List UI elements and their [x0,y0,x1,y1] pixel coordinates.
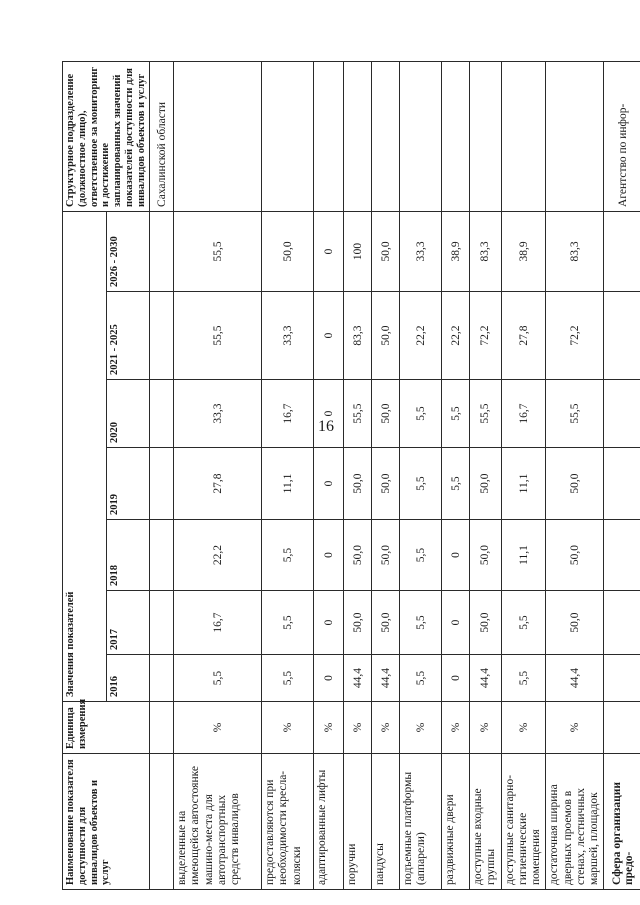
responsible-cell [314,61,344,211]
table-row [372,61,400,889]
value-cell: 22,2 [174,520,262,591]
value-cell: 0 [314,591,344,655]
responsible-cell [546,61,604,211]
value-cell: 0 [314,292,344,380]
unit-cell: % [442,702,470,754]
value-cell: 5,5 [400,655,442,702]
value-cell: 5,5 [400,520,442,591]
value-cell: 38,9 [442,211,470,291]
value-cell: 83,3 [470,211,501,291]
value-cell: 50,0 [372,520,400,591]
value-cell: 72,2 [546,292,604,380]
value-cell: 22,2 [442,292,470,380]
value-cell: 0 [314,380,344,448]
indicator-name: доступные санитарно-гигиенические помещения [501,754,546,890]
table-row [174,61,262,889]
responsible-cell [174,61,262,211]
value-cell: 5,5 [262,520,314,591]
value-cell: 16,7 [262,380,314,448]
value-cell: 50,0 [546,520,604,591]
value-cell: 0 [314,211,344,291]
year-header: 2019 [106,448,150,520]
value-cell: 5,5 [442,448,470,520]
value-cell: 5,5 [262,591,314,655]
header-unit: Единица измерения [63,702,150,754]
year-header: 2026 - 2030 [106,211,150,291]
value-cell: 72,2 [470,292,501,380]
value-cell: 5,5 [501,655,546,702]
value-cell: 50,0 [546,591,604,655]
value-cell: 5,5 [262,655,314,702]
region-label: Сахалинской области [150,61,174,211]
value-cell: 83,3 [546,211,604,291]
responsible-cell [400,61,442,211]
unit-cell: % [344,702,372,754]
value-cell: 5,5 [174,655,262,702]
indicator-name: раздвижные двери [442,754,470,890]
section-name: Сфера организации предо- [604,754,640,890]
value-cell: 50,0 [470,448,501,520]
header-responsible: Структурное подразделение (должностное лицо), ответственное за мониторинг и достижение запланированных значений показателей доступности для инвалидов объектов и услуг [63,61,150,211]
value-cell: 0 [314,448,344,520]
unit-cell: % [501,702,546,754]
value-cell: 5,5 [400,591,442,655]
indicator-name: достаточная ширина дверных проемов в стенах, лестничных маршей, площадок [546,754,604,890]
value-cell: 100 [344,211,372,291]
year-header: 2017 [106,591,150,655]
value-cell: 0 [442,655,470,702]
year-header: 2021 - 2025 [106,292,150,380]
value-cell: 55,5 [546,380,604,448]
value-cell: 0 [314,655,344,702]
value-cell: 44,4 [546,655,604,702]
value-cell: 33,3 [174,380,262,448]
table-row [546,61,604,889]
region-row [150,61,174,889]
table-row [442,61,470,889]
rotated-table-container [62,62,635,890]
indicator-name: адаптированные лифты [314,754,344,890]
unit-cell: % [400,702,442,754]
value-cell: 5,5 [400,448,442,520]
accessibility-indicators-table [62,61,640,890]
value-cell: 50,0 [344,520,372,591]
responsible-cell [501,61,546,211]
value-cell: 50,0 [470,520,501,591]
value-cell: 16,7 [501,380,546,448]
value-cell: 50,0 [262,211,314,291]
value-cell: 5,5 [501,591,546,655]
value-cell: 38,9 [501,211,546,291]
value-cell: 50,0 [372,211,400,291]
value-cell: 44,4 [344,655,372,702]
value-cell: 55,5 [174,211,262,291]
unit-cell: % [174,702,262,754]
header-name: Наименование показателя доступности для инвалидов объектов и услуг [63,754,150,890]
table-row [501,61,546,889]
year-header: 2018 [106,520,150,591]
indicator-name: предоставляются при необходимости кресла-коляски [262,754,314,890]
unit-cell: % [546,702,604,754]
unit-cell: % [314,702,344,754]
unit-cell: % [372,702,400,754]
responsible-cell [344,61,372,211]
value-cell: 50,0 [372,292,400,380]
page-number: 16 [318,418,334,435]
table-row [314,61,344,889]
value-cell: 0 [442,591,470,655]
value-cell: 50,0 [372,591,400,655]
table-row [262,61,314,889]
value-cell: 27,8 [501,292,546,380]
value-cell: 16,7 [174,591,262,655]
value-cell: 5,5 [442,380,470,448]
value-cell: 50,0 [372,448,400,520]
table-row [344,61,372,889]
responsible-cell [470,61,501,211]
value-cell: 55,5 [344,380,372,448]
responsible-cell [262,61,314,211]
section-responsible: Агентство по инфор- [604,61,640,211]
section-row [604,61,640,889]
value-cell: 50,0 [470,591,501,655]
value-cell: 50,0 [372,380,400,448]
value-cell: 50,0 [546,448,604,520]
value-cell: 27,8 [174,448,262,520]
value-cell: 22,2 [400,292,442,380]
value-cell: 33,3 [262,292,314,380]
responsible-cell [372,61,400,211]
responsible-cell [442,61,470,211]
indicator-name: пандусы [372,754,400,890]
year-header: 2020 [106,380,150,448]
value-cell: 44,4 [470,655,501,702]
indicator-name: поручни [344,754,372,890]
table-row [400,61,442,889]
unit-cell: % [470,702,501,754]
table-row [470,61,501,889]
value-cell: 44,4 [372,655,400,702]
value-cell: 55,5 [470,380,501,448]
value-cell: 50,0 [344,591,372,655]
value-cell: 50,0 [344,448,372,520]
value-cell: 83,3 [344,292,372,380]
header-values: Значения показателей [63,211,107,701]
value-cell: 0 [442,520,470,591]
indicator-name: подъемные платформы (аппарели) [400,754,442,890]
value-cell: 11,1 [501,520,546,591]
value-cell: 33,3 [400,211,442,291]
value-cell: 0 [314,520,344,591]
value-cell: 55,5 [174,292,262,380]
year-header: 2016 [106,655,150,702]
indicator-name: доступные входные группы [470,754,501,890]
unit-cell: % [262,702,314,754]
indicator-name: выделенные на имеющейся автостоянке машино-места для автотранспортных средств инвалидов [174,754,262,890]
value-cell: 5,5 [400,380,442,448]
value-cell: 11,1 [501,448,546,520]
value-cell: 11,1 [262,448,314,520]
